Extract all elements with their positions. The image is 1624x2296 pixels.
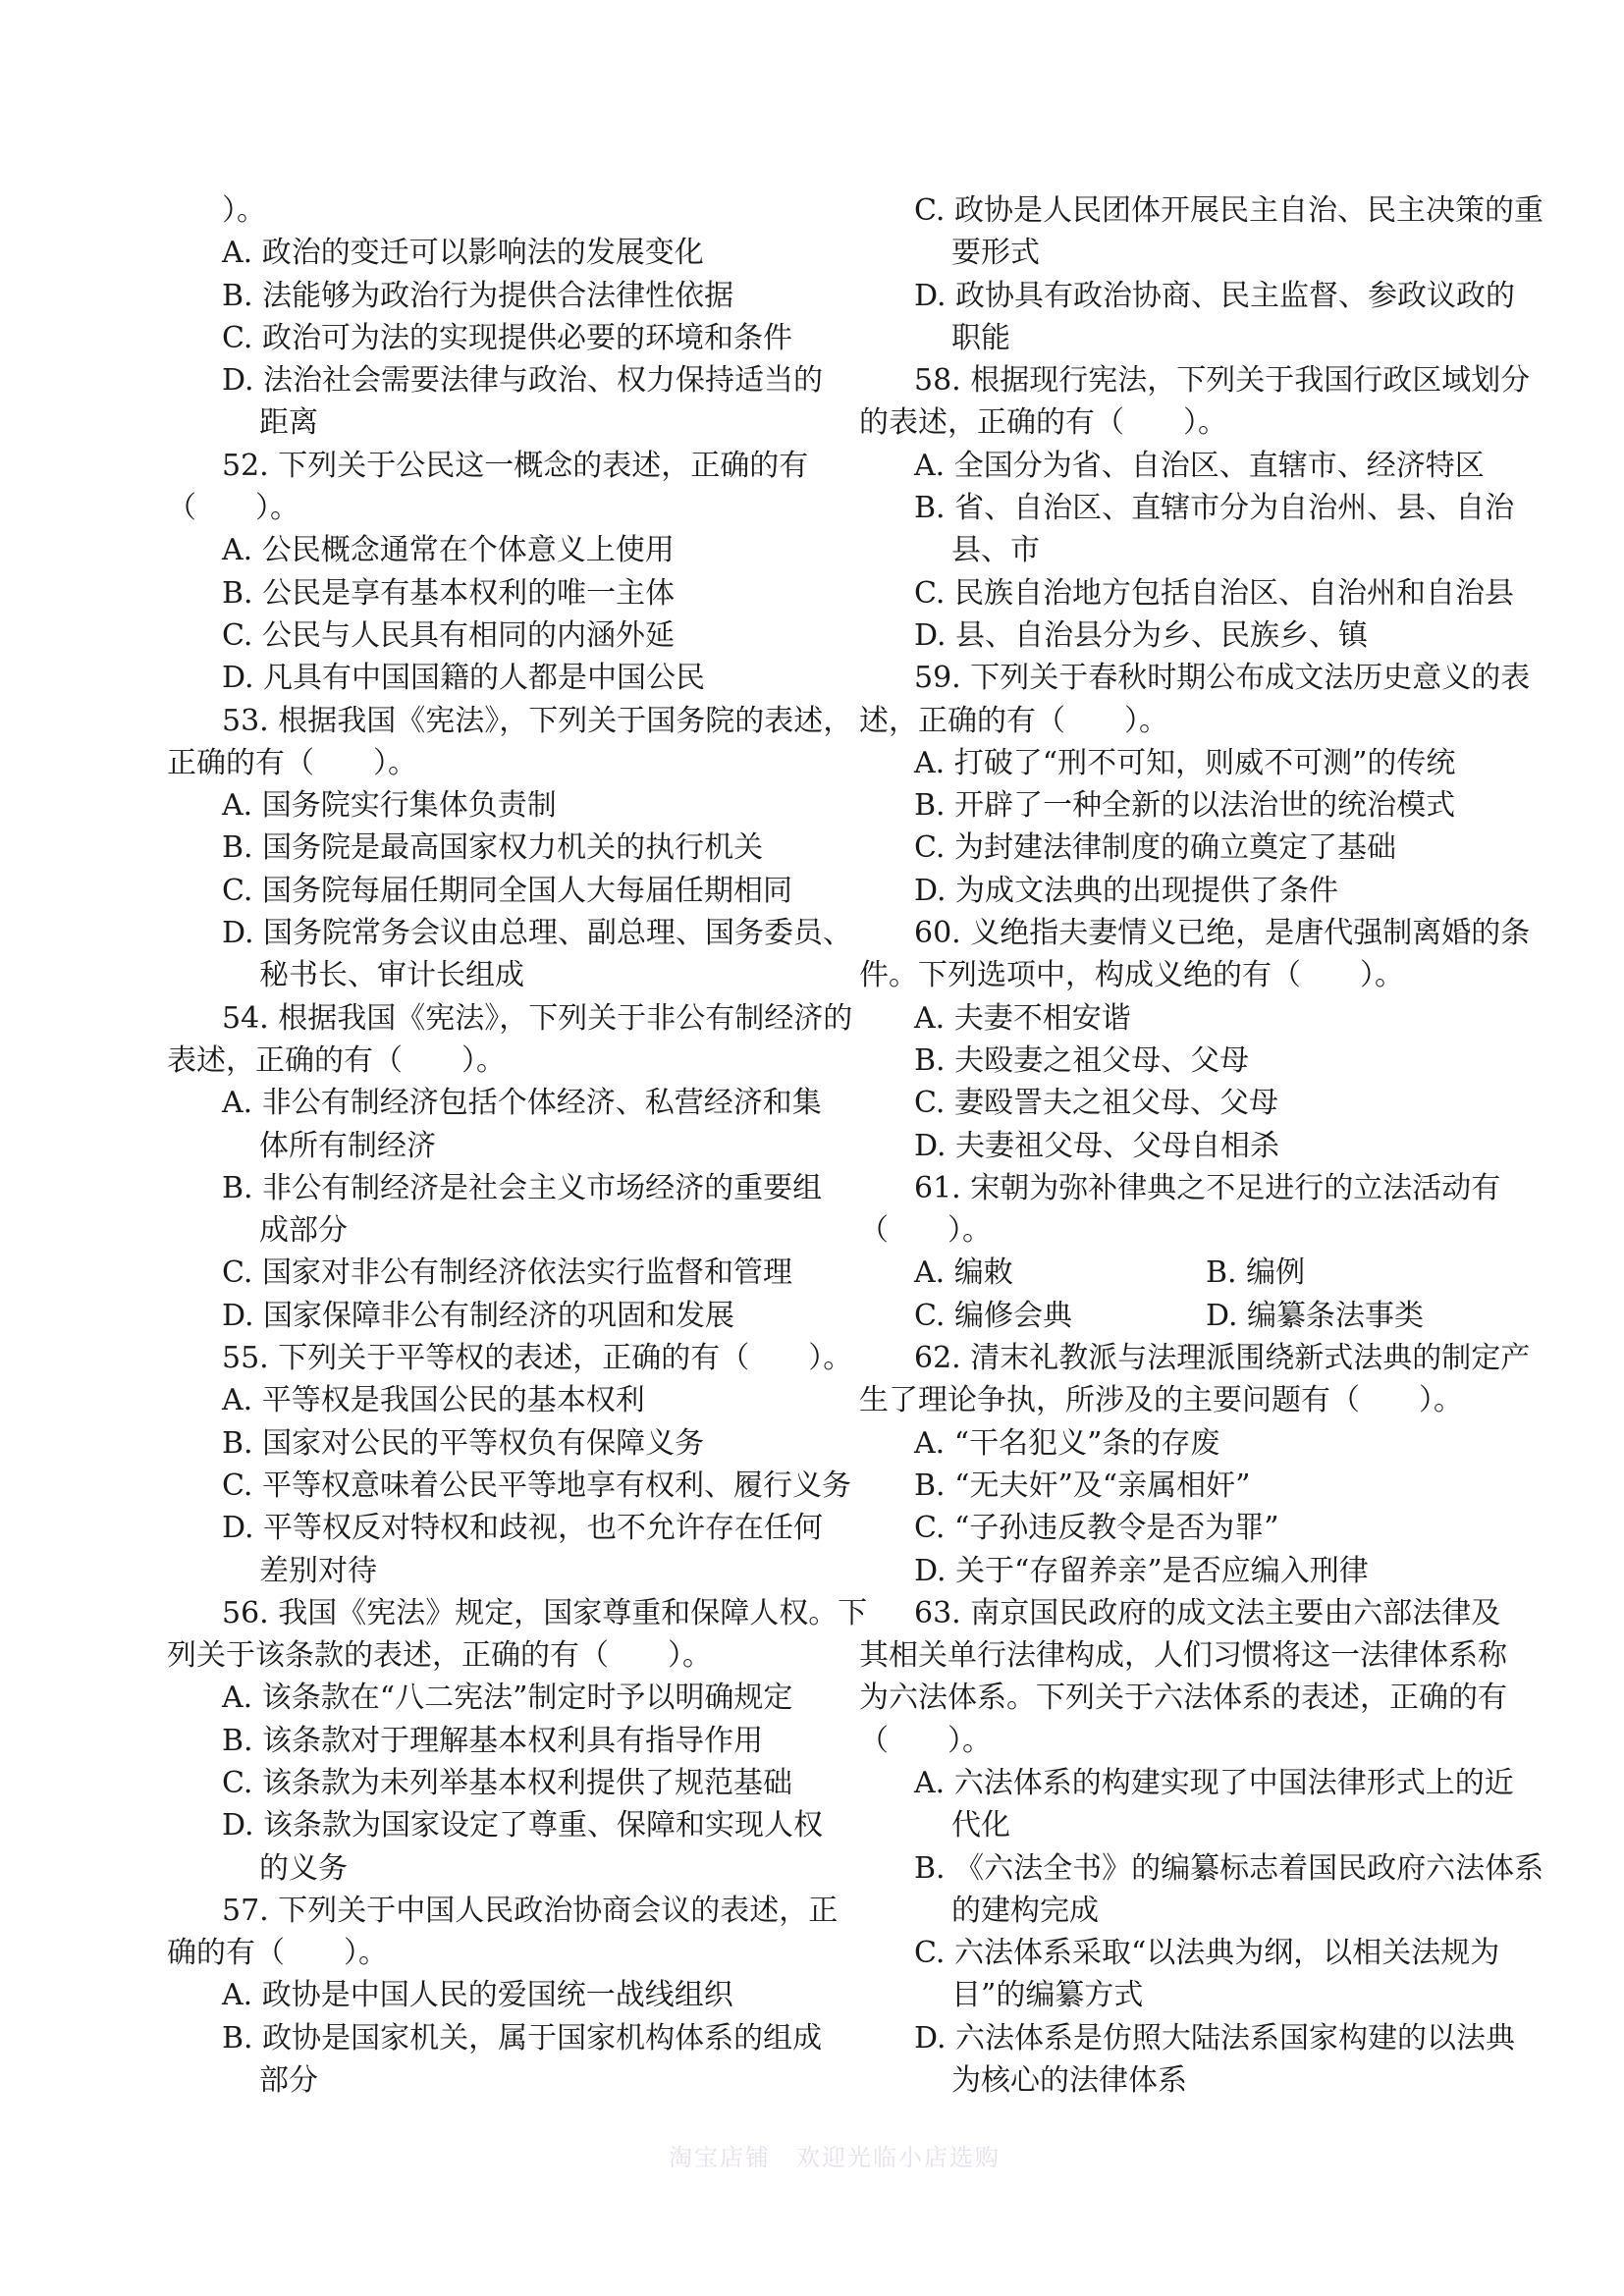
right-text-line: 的表述，正确的有（ ）。 (859, 405, 1227, 441)
left-text-line: C. 国务院每届任期同全国人大每届任期相同 (222, 873, 792, 908)
right-text-line: 63. 南京国民政府的成文法主要由六部法律及 (914, 1595, 1501, 1630)
left-text-line: 54. 根据我国《宪法》，下列关于非公有制经济的 (222, 1000, 853, 1036)
left-text-line: C. 公民与人民具有相同的内涵外延 (222, 617, 675, 653)
right-text-line: D. 县、自治县分为乡、民族乡、镇 (914, 617, 1369, 653)
left-text-line: 55. 下列关于平等权的表述，正确的有（ ）。 (222, 1341, 853, 1376)
left-text-line: D. 平等权反对特权和歧视，也不允许存在任何 (222, 1511, 824, 1546)
left-text-line: 的义务 (259, 1850, 348, 1886)
left-text-line: D. 凡具有中国国籍的人都是中国公民 (222, 661, 706, 696)
left-text-line: 表述，正确的有（ ）。 (167, 1042, 506, 1078)
left-text-line: B. 国务院是最高国家权力机关的执行机关 (222, 830, 764, 866)
watermark-text: 淘宝店铺 欢迎光临小店选购 (669, 2144, 1001, 2171)
left-text-line: B. 公民是享有基本权利的唯一主体 (222, 575, 676, 611)
left-text-line: ）。 (222, 193, 266, 228)
right-text-line: 61. 宋朝为弥补律典之不足进行的立法活动有 (914, 1170, 1501, 1205)
option-text: D. 编纂条法事类 (1206, 1298, 1425, 1333)
right-text-line: D. 六法体系是仿照大陆法系国家构建的以法典 (914, 2020, 1516, 2056)
left-text-line: B. 该条款对于理解基本权利具有指导作用 (222, 1723, 764, 1758)
left-text-line: 成部分 (259, 1213, 348, 1249)
right-text-line: D. 夫妻祖父母、父母自相杀 (914, 1128, 1280, 1163)
right-text-line: C. 为封建法律制度的确立奠定了基础 (914, 830, 1396, 866)
left-text-line: C. 国家对非公有制经济依法实行监督和管理 (222, 1255, 792, 1291)
right-text-line: B. 夫殴妻之祖父母、父母 (914, 1042, 1250, 1078)
option-text: B. 编例 (1206, 1255, 1306, 1291)
left-text-line: B. 国家对公民的平等权负有保障义务 (222, 1425, 705, 1461)
right-text-line: D. 关于“存留养亲”是否应编入刑律 (914, 1553, 1369, 1588)
left-text-line: 部分 (259, 2063, 318, 2099)
left-text-line: 体所有制经济 (259, 1128, 436, 1163)
left-text-line: A. 平等权是我国公民的基本权利 (222, 1383, 645, 1418)
left-text-line: 正确的有（ ）。 (167, 745, 417, 780)
left-text-line: 差别对待 (259, 1553, 377, 1588)
right-text-line: C. 政协是人民团体开展民主自治、民主决策的重 (914, 193, 1543, 228)
left-text-line: 确的有（ ）。 (167, 1936, 388, 1971)
right-text-line: 述，正确的有（ ）。 (859, 703, 1168, 738)
left-text-line: A. 该条款在“八二宪法”制定时予以明确规定 (222, 1681, 793, 1716)
left-text-line: A. 非公有制经济包括个体经济、私营经济和集 (222, 1086, 822, 1121)
right-text-line: 的建构完成 (951, 1893, 1099, 1928)
left-text-line: 列关于该条款的表述，正确的有（ ）。 (167, 1638, 712, 1674)
right-text-line: C. 妻殴詈夫之祖父母、父母 (914, 1086, 1278, 1121)
right-option-row (859, 1252, 1497, 1294)
right-text-line: B. 《六法全书》的编纂标志着国民政府六法体系 (914, 1850, 1544, 1886)
right-option-row (859, 1295, 1497, 1337)
left-text-line: B. 非公有制经济是社会主义市场经济的重要组 (222, 1170, 823, 1205)
right-text-line: A. “干名犯义”条的存废 (914, 1425, 1220, 1461)
left-text-line: C. 政治可为法的实现提供必要的环境和条件 (222, 320, 792, 355)
right-text-line: 要形式 (951, 236, 1040, 271)
right-text-line: A. 全国分为省、自治区、直辖市、经济特区 (914, 448, 1485, 483)
right-text-line: （ ）。 (859, 1213, 992, 1249)
left-text-line: B. 政协是国家机关，属于国家机构体系的组成 (222, 2020, 823, 2056)
right-text-line: B. 省、自治区、直辖市分为自治州、县、自治 (914, 491, 1515, 526)
right-text-line: D. 为成文法典的出现提供了条件 (914, 873, 1339, 908)
right-text-line: 代化 (951, 1808, 1010, 1843)
right-text-line: 60. 义绝指夫妻情义已绝，是唐代强制离婚的条 (914, 916, 1531, 951)
left-text-line: （ ）。 (167, 491, 299, 526)
right-text-line: C. 六法体系采取“以法典为纲，以相关法规为 (914, 1936, 1500, 1971)
option-text: A. 编敕 (914, 1255, 1013, 1291)
right-text-line: 职能 (951, 320, 1010, 355)
left-text-line: D. 该条款为国家设定了尊重、保障和实现人权 (222, 1808, 824, 1843)
right-text-line: B. 开辟了一种全新的以法治世的统治模式 (914, 788, 1456, 824)
right-text-line: 为六法体系。下列关于六法体系的表述，正确的有 (859, 1681, 1507, 1716)
right-text-line: C. “子孙违反教令是否为罪” (914, 1511, 1279, 1546)
left-text-line: A. 政治的变迁可以影响法的发展变化 (222, 236, 704, 271)
right-column (859, 189, 1544, 2102)
right-text-line: （ ）。 (859, 1723, 992, 1758)
left-text-line: 距离 (259, 405, 318, 441)
right-text-line: A. 夫妻不相安谐 (914, 1000, 1131, 1036)
right-text-line: 目”的编纂方式 (951, 1978, 1144, 2013)
left-text-line: B. 法能够为政治行为提供合法律性依据 (222, 278, 734, 313)
left-text-line: 56. 我国《宪法》规定，国家尊重和保障人权。下 (222, 1595, 868, 1630)
right-text-line: 为核心的法律体系 (951, 2063, 1187, 2099)
left-text-line: 57. 下列关于中国人民政治协商会议的表述，正 (222, 1893, 839, 1928)
right-text-line: D. 政协具有政治协商、民主监督、参政议政的 (914, 278, 1516, 313)
left-text-line: 53. 根据我国《宪法》，下列关于国务院的表述， (222, 703, 853, 738)
right-text-line: 县、市 (951, 533, 1040, 568)
left-text-line: C. 该条款为未列举基本权利提供了规范基础 (222, 1765, 792, 1800)
left-text-line: D. 国家保障非公有制经济的巩固和发展 (222, 1298, 735, 1333)
right-text-line: 59. 下列关于春秋时期公布成文法历史意义的表 (914, 661, 1531, 696)
left-text-line: A. 国务院实行集体负责制 (222, 788, 557, 824)
right-text-line: 其相关单行法律构成，人们习惯将这一法律体系称 (859, 1638, 1507, 1674)
right-text-line: C. 民族自治地方包括自治区、自治州和自治县 (914, 575, 1514, 611)
left-text-line: D. 国务院常务会议由总理、副总理、国务委员、 (222, 916, 853, 951)
right-text-line: 件。下列选项中，构成义绝的有（ ）。 (859, 958, 1404, 993)
right-text-line: B. “无夫奸”及“亲属相奸” (914, 1468, 1251, 1503)
right-text-line: A. 打破了“刑不可知，则威不可测”的传统 (914, 745, 1456, 780)
left-text-line: D. 法治社会需要法律与政治、权力保持适当的 (222, 363, 824, 399)
right-text-line: 58. 根据现行宪法，下列关于我国行政区域划分 (914, 363, 1531, 399)
left-text-line: 秘书长、审计长组成 (259, 958, 524, 993)
option-text: C. 编修会典 (914, 1298, 1072, 1333)
left-column (167, 189, 868, 2102)
left-text-line: A. 政协是中国人民的爱国统一战线组织 (222, 1978, 733, 2013)
right-text-line: A. 六法体系的构建实现了中国法律形式上的近 (914, 1765, 1514, 1800)
right-text-line: 62. 清末礼教派与法理派围绕新式法典的制定产 (914, 1341, 1531, 1376)
left-text-line: A. 公民概念通常在个体意义上使用 (222, 533, 675, 568)
right-text-line: 生了理论争执，所涉及的主要问题有（ ）。 (859, 1383, 1463, 1418)
left-text-line: C. 平等权意味着公民平等地享有权利、履行义务 (222, 1468, 851, 1503)
left-text-line: 52. 下列关于公民这一概念的表述，正确的有 (222, 448, 809, 483)
